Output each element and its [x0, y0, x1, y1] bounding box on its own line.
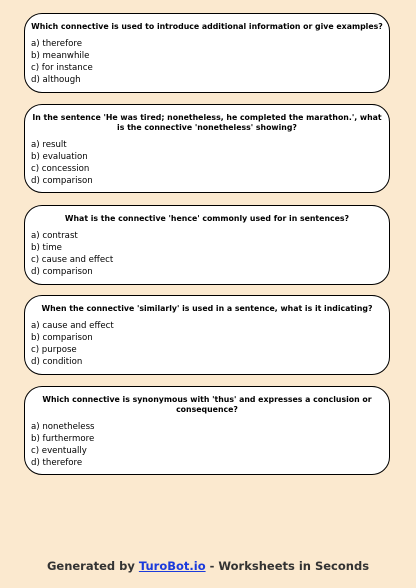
- option-a: a) nonetheless: [31, 422, 95, 432]
- footer-prefix: Generated by: [46, 559, 139, 573]
- question-text: What is the connective 'hence' commonly used for in sentences?: [64, 214, 350, 223]
- question-card-2: [24, 104, 390, 193]
- question-card-5: [24, 386, 390, 475]
- option-b: b) furthermore: [31, 434, 95, 444]
- option-d: d) condition: [31, 357, 83, 367]
- question-card-3: [24, 205, 390, 285]
- option-c: c) for instance: [31, 63, 93, 73]
- option-b: b) meanwhile: [31, 51, 90, 61]
- option-d: d) therefore: [31, 458, 83, 468]
- question-text: In the sentence 'He was tired; nonetheless, he completed the marathon.', what is the connective 'nonetheless' showing?: [32, 113, 382, 132]
- option-a: a) result: [31, 140, 67, 150]
- footer-suffix: - Worksheets in Seconds: [205, 559, 370, 573]
- question-text: Which connective is used to introduce additional information or give examples?: [31, 22, 383, 31]
- option-d: d) although: [31, 75, 81, 85]
- option-b: b) evaluation: [31, 152, 88, 162]
- question-text: When the connective 'similarly' is used in a sentence, what is it indicating?: [41, 304, 373, 313]
- footer: [0, 559, 416, 573]
- question-text: Which connective is synonymous with 'thus' and expresses a conclusion or consequence?: [42, 395, 372, 414]
- option-b: b) comparison: [31, 333, 93, 343]
- option-a: a) therefore: [31, 39, 82, 49]
- option-d: d) comparison: [31, 267, 93, 277]
- turobot-link[interactable]: TuroBot.io: [138, 559, 206, 573]
- option-a: a) cause and effect: [31, 321, 114, 331]
- option-d: d) comparison: [31, 176, 93, 186]
- question-card-4: [24, 295, 390, 375]
- option-c: c) cause and effect: [31, 255, 114, 265]
- option-b: b) time: [31, 243, 62, 253]
- option-c: c) eventually: [31, 446, 87, 456]
- question-card-1: [24, 13, 390, 93]
- option-a: a) contrast: [31, 231, 78, 241]
- option-c: c) concession: [31, 164, 90, 174]
- option-c: c) purpose: [31, 345, 77, 355]
